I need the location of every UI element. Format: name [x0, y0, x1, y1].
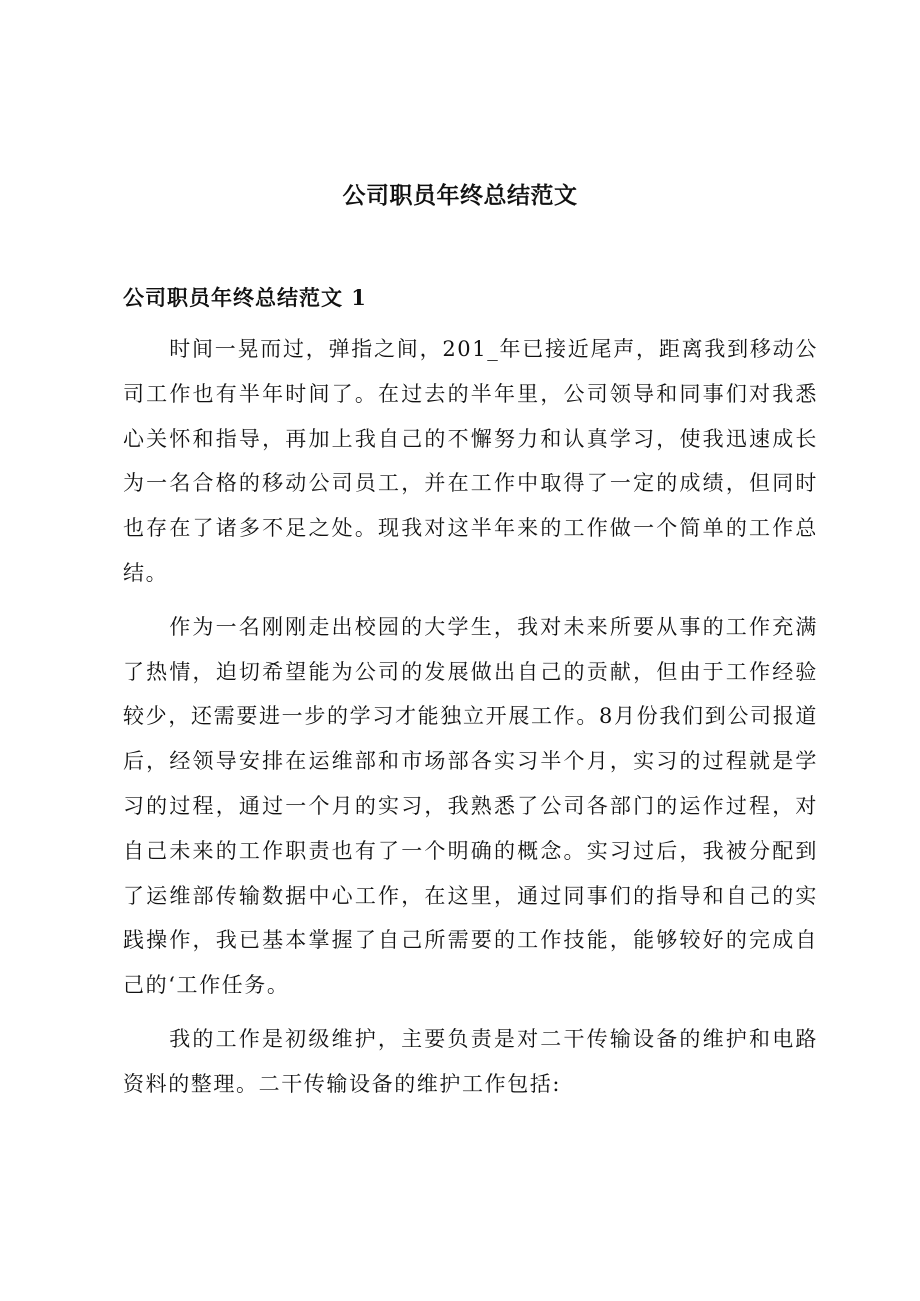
paragraph-1: 时间一晃而过，弹指之间，201_年已接近尾声，距离我到移动公司工作也有半年时间了。在过去的半年里，公司领导和同事们对我悉心关怀和指导，再加上我自己的不懈努力和认真学习，使我迅速成长为一名合格的移动公司员工，并在工作中取得了一定的成绩，但同时也存在了诸多不足之处。现我对这半年来的工作做一个简单的工作总结。: [123, 337, 818, 585]
document-body: [123, 327, 818, 1116]
section-heading: 公司职员年终总结范文 1: [123, 285, 367, 310]
document-title: 公司职员年终总结范文: [342, 183, 578, 209]
paragraph-2: 作为一名刚刚走出校园的大学生，我对未来所要从事的工作充满了热情，迫切希望能为公司的发展做出自己的贡献，但由于工作经验较少，还需要进一步的学习才能独立开展工作。8月份我们到公司报道后，经领导安排在运维部和市场部各实习半个月，实习的过程就是学习的过程，通过一个月的实习，我熟悉了公司各部门的运作过程，对自己未来的工作职责也有了一个明确的概念。实习过后，我被分配到了运维部传输数据中心工作，在这里，通过同事们的指导和自己的实践操作，我已基本掌握了自己所需要的工作技能，能够较好的完成自己的‘工作任务。: [123, 614, 818, 998]
paragraph-3: 我的工作是初级维护，主要负责是对二干传输设备的维护和电路资料的整理。二干传输设备的维护工作包括:: [123, 1026, 818, 1096]
